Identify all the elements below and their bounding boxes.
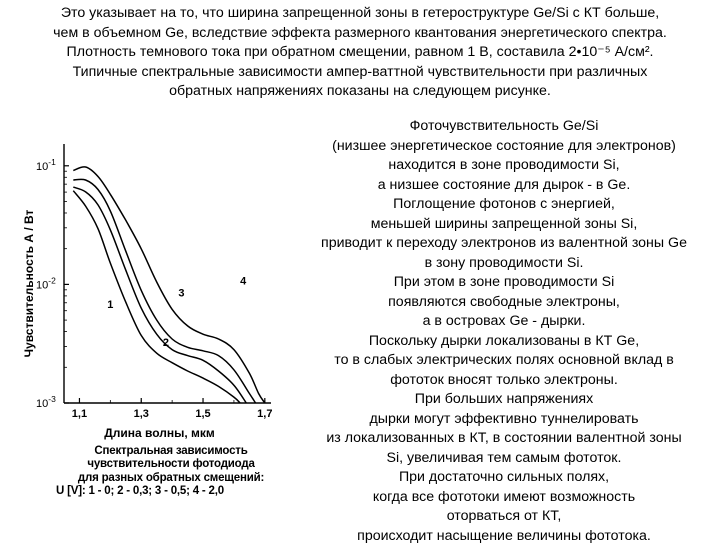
explanation-line: находится в зоне проводимости Si, bbox=[292, 156, 716, 176]
spectral-sensitivity-chart bbox=[0, 0, 300, 445]
intro-line: чем в объемном Ge, вследствие эффекта размерного квантования энергетического спектра. bbox=[8, 24, 712, 44]
y-tick-label-exponent: -1 bbox=[48, 157, 56, 167]
x-tick-label: 1,7 bbox=[257, 408, 272, 420]
y-tick-label bbox=[36, 157, 56, 173]
explanation-line: когда все фототоки имеют возможность bbox=[292, 488, 716, 508]
explanation-line: оторваться от КТ, bbox=[292, 507, 716, 527]
y-tick-label bbox=[36, 394, 56, 410]
series-line-1 bbox=[73, 191, 240, 403]
chart-caption bbox=[56, 445, 286, 498]
y-axis-title: Чувствительность А / Вт bbox=[22, 209, 36, 357]
caption-line: чувствительности фотодиода bbox=[56, 458, 286, 471]
y-tick-label-base: 10 bbox=[36, 279, 48, 291]
explanation-line: из локализованных в КТ, в состоянии валентной зоны bbox=[292, 429, 716, 449]
curve-label-3: 3 bbox=[178, 287, 184, 299]
series-line-3 bbox=[73, 179, 255, 403]
chart-axes bbox=[64, 144, 271, 403]
series-line-2 bbox=[73, 187, 246, 403]
explanation-line: а в островах Ge - дырки. bbox=[292, 312, 716, 332]
curve-label-4: 4 bbox=[240, 275, 247, 287]
explanation-line: фототок вносят только электроны. bbox=[292, 371, 716, 391]
explanation-line: меньшей ширины запрещенной зоны Si, bbox=[292, 215, 716, 235]
y-tick-label bbox=[36, 275, 56, 291]
intro-line: Плотность темнового тока при обратном смещении, равном 1 В, составила 2•10⁻⁵ А/см². bbox=[8, 43, 712, 63]
caption-line: для разных обратных смещений: bbox=[56, 472, 286, 485]
explanation-line: Поглощение фотонов с энергией, bbox=[292, 195, 716, 215]
chart-curves bbox=[73, 167, 264, 403]
explanation-line: При больших напряжениях bbox=[292, 390, 716, 410]
y-tick-label-exponent: -2 bbox=[48, 275, 56, 285]
explanation-line: а низшее состояние для дырок - в Ge. bbox=[292, 176, 716, 196]
explanation-line: дырки могут эффективно туннелировать bbox=[292, 410, 716, 430]
explanation-line: приводит к переходу электронов из валентной зоны Ge bbox=[292, 234, 716, 254]
explanation-text bbox=[292, 117, 716, 546]
x-axis-title: Длина волны, мкм bbox=[104, 426, 215, 440]
series-line-4 bbox=[73, 167, 264, 403]
intro-line: обратных напряжениях показаны на следующем рисунке. bbox=[8, 82, 712, 102]
caption-line: Спектральная зависимость bbox=[56, 445, 286, 458]
explanation-line: происходит насыщение величины фототока. bbox=[292, 527, 716, 546]
y-tick-label-exponent: -3 bbox=[48, 394, 56, 404]
y-tick-label-base: 10 bbox=[36, 398, 48, 410]
caption-line: U [V]: 1 - 0; 2 - 0,3; 3 - 0,5; 4 - 2,0 bbox=[56, 485, 286, 498]
y-tick-label-base: 10 bbox=[36, 161, 48, 173]
curve-label-2: 2 bbox=[163, 337, 169, 349]
explanation-line: Поскольку дырки локализованы в КТ Ge, bbox=[292, 332, 716, 352]
explanation-line: появляются свободные электроны, bbox=[292, 293, 716, 313]
explanation-line: При достаточно сильных полях, bbox=[292, 468, 716, 488]
x-tick-label: 1,1 bbox=[72, 408, 87, 420]
intro-line: Типичные спектральные зависимости ампер-ваттной чувствительности при различных bbox=[8, 63, 712, 83]
explanation-line: Si, увеличивая тем самым фототок. bbox=[292, 449, 716, 469]
x-tick-label: 1,3 bbox=[134, 408, 149, 420]
explanation-line: Фоточувствительность Ge/Si bbox=[292, 117, 716, 137]
intro-line: Это указывает на то, что ширина запрещенной зоны в гетероструктуре Ge/Si с КТ больше, bbox=[8, 4, 712, 24]
explanation-line: (низшее энергетическое состояние для электронов) bbox=[292, 137, 716, 157]
explanation-line: в зону проводимости Si. bbox=[292, 254, 716, 274]
x-tick-label: 1,5 bbox=[195, 408, 210, 420]
explanation-line: то в слабых электрических полях основной вклад в bbox=[292, 351, 716, 371]
explanation-line: При этом в зоне проводимости Si bbox=[292, 273, 716, 293]
curve-label-1: 1 bbox=[107, 299, 113, 311]
